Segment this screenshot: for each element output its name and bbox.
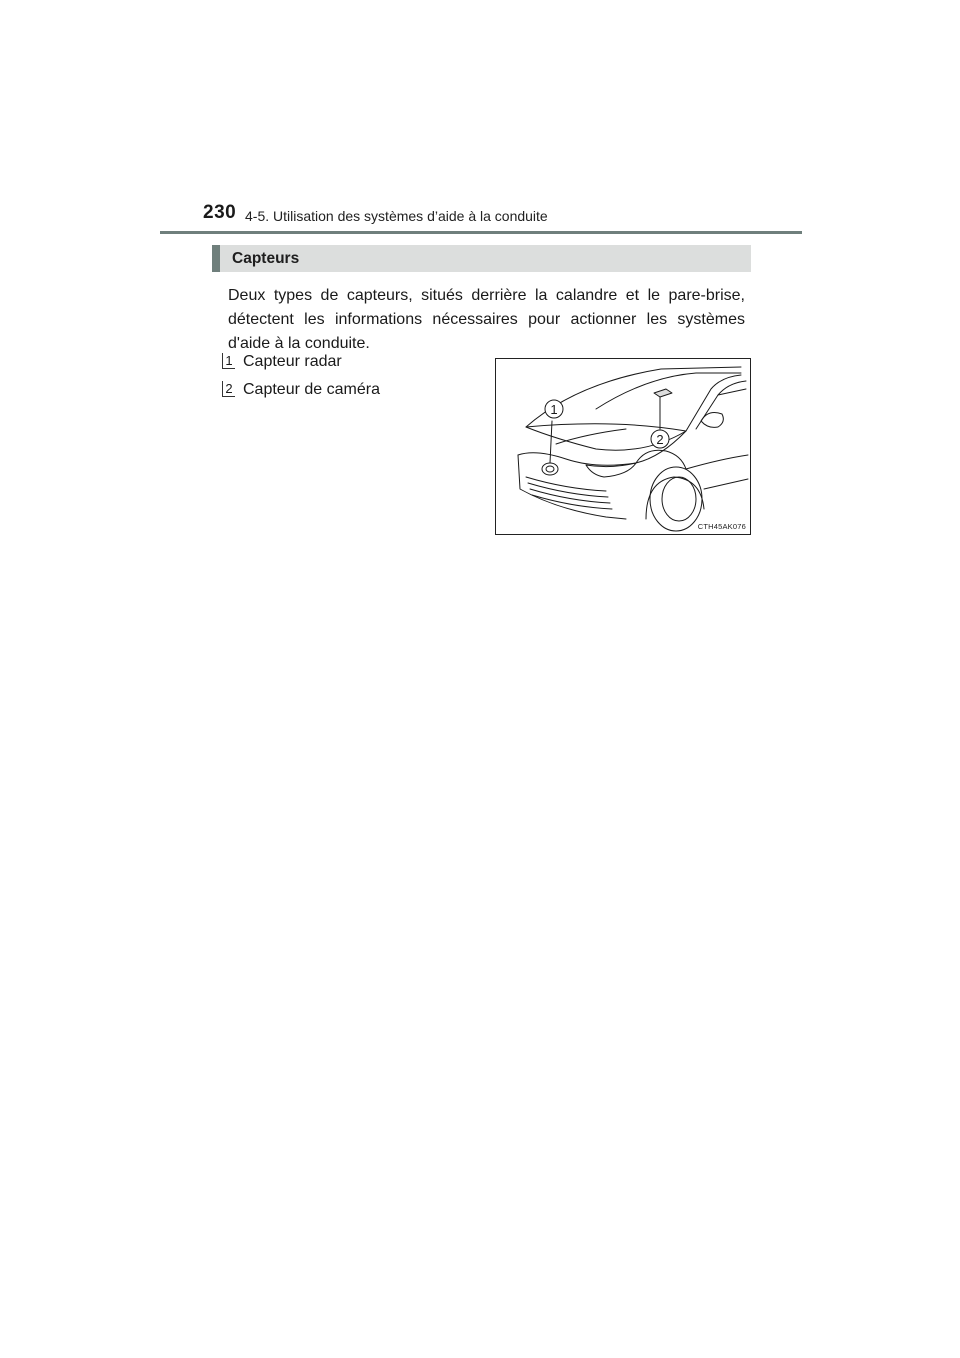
car-front-illustration-icon (496, 359, 750, 534)
figure-code: CTH45AK076 (697, 522, 746, 531)
subsection-heading (212, 245, 751, 272)
sensor-figure (495, 358, 751, 535)
section-title: 4-5. Utilisation des systèmes d’aide à la conduite (245, 208, 548, 224)
header-rule (160, 231, 802, 234)
list-item-label: Capteur radar (243, 353, 342, 370)
list-marker: 2 (222, 381, 235, 397)
callout-2: 2 (656, 432, 664, 447)
body-paragraph: Deux types de capteurs, situés derrière la calandre et le pare-brise, détectent les informations nécessaires pour actionner les systèmes d'aide à la conduite. (228, 287, 745, 352)
subsection-title: Capteurs (232, 250, 300, 267)
list-item-label: Capteur de caméra (243, 381, 380, 398)
page-number: 230 (203, 202, 237, 223)
list-marker: 1 (222, 353, 235, 369)
callout-1: 1 (550, 402, 558, 417)
